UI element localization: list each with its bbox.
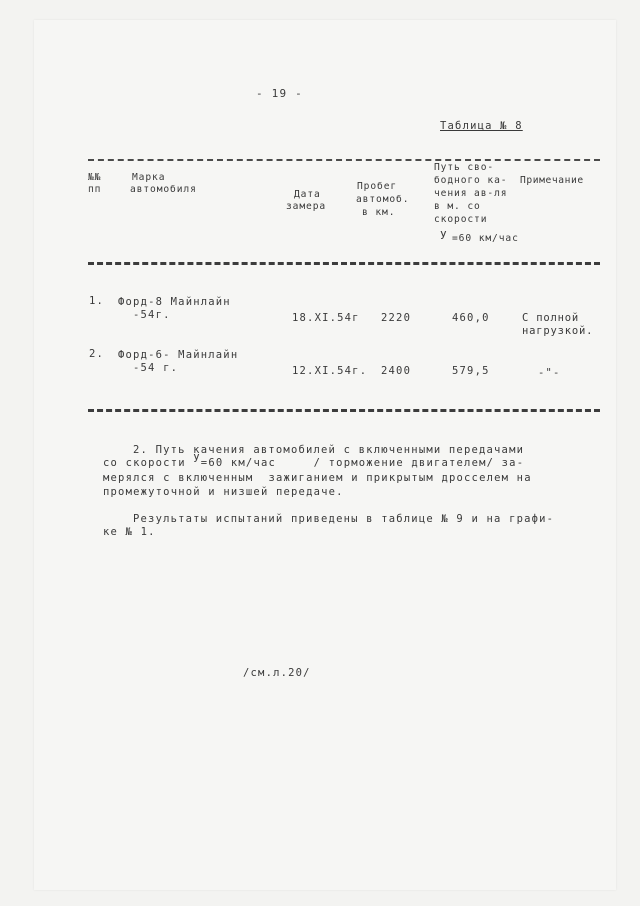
- table-bottom-rule: [88, 409, 600, 412]
- table-label: Таблица № 8: [440, 120, 523, 132]
- scanned-page: - 19 - Таблица № 8 №№ пп Марка автомобиля Дата замера Пробег автомоб. в км. Путь сво- бодного ка- чения ав-ля в м. со скорости У =60 км/час Примечание 1. Форд-8 Майнлайн -54г. 18.XI.54г 2220 460,0 С полной нагрузкой. 2. Форд-6- Майнлайн -54 г. 12.XI.54г. 2400 579,5 -"- 2. Путь качения автомобилей с включенными передачами со скорости У=60 км/час / торможение двигателем/ за- мерялся с включенным зажиганием и прикрытым дросселем на промежуточной и низшей передаче. Результаты испытаний приведены в таблице № 9 и на графи- ке № 1. /см.л.20/: [0, 0, 640, 906]
- row-path: 579,5: [452, 365, 490, 377]
- row-mileage: 2400: [381, 365, 412, 377]
- row-number: 2.: [89, 348, 105, 360]
- row-number: 1.: [89, 295, 105, 307]
- page-number: - 19 -: [256, 87, 303, 100]
- row-brand: Форд-8 Майнлайн: [118, 296, 231, 308]
- row-date: 18.XI.54г: [292, 312, 360, 324]
- table-top-rule: [88, 159, 600, 161]
- row-brand-year: -54 г.: [133, 362, 179, 374]
- table-header-rule: [88, 262, 600, 265]
- row-date: 12.XI.54г.: [292, 365, 368, 377]
- speed-symbol-inline: У: [193, 453, 201, 465]
- continuation-reference: /см.л.20/: [243, 667, 311, 679]
- row-brand: Форд-6- Майнлайн: [118, 349, 239, 361]
- row-note: С полной: [522, 312, 579, 324]
- row-brand-year: -54г.: [133, 309, 171, 321]
- speed-value: =60 км/час: [452, 233, 519, 244]
- row-path: 460,0: [452, 312, 490, 324]
- row-mileage: 2220: [381, 312, 412, 324]
- speed-symbol: У: [440, 229, 448, 242]
- row-note: -"-: [538, 367, 561, 379]
- header-col-note: Примечание: [520, 175, 584, 186]
- row-note-line2: нагрузкой.: [522, 325, 594, 337]
